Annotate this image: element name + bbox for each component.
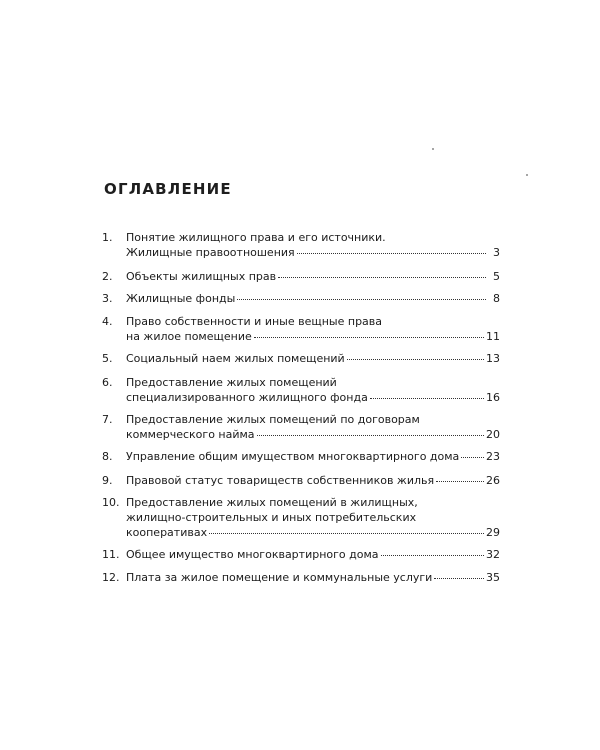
dot-leader [370, 398, 484, 399]
toc-entry-title-line: Жилищные фонды [126, 292, 236, 305]
dot-leader [257, 435, 484, 436]
toc-entry-title-line: Правовой статус товариществ собственников жилья [126, 474, 435, 487]
contents-heading: ОГЛАВЛЕНИЕ [104, 180, 232, 198]
toc-entry-number: 7. [102, 413, 113, 426]
toc-entry-number: 5. [102, 352, 113, 365]
toc-entry-title-line: на жилое помещение [126, 330, 252, 343]
print-speck [526, 174, 528, 176]
toc-page-number: 32 [486, 548, 500, 561]
dot-leader [254, 337, 484, 338]
toc-page-number: 3 [493, 246, 500, 259]
toc-page-number: 13 [486, 352, 500, 365]
toc-entry-1[interactable] [102, 230, 500, 260]
toc-entry-number: 2. [102, 270, 113, 283]
toc-entry-number: 4. [102, 315, 113, 328]
toc-entry-title-line: Понятие жилищного права и его источники. [126, 231, 386, 244]
toc-entry-number: 11. [102, 548, 120, 561]
toc-entry-11[interactable] [102, 547, 500, 562]
toc-entry-title-line: Предоставление жилых помещений по договорам [126, 413, 420, 426]
toc-page-number: 20 [486, 428, 500, 441]
toc-entry-title-line: кооперативах [126, 526, 208, 539]
toc-entry-title-line: коммерческого найма [126, 428, 255, 441]
toc-page-number: 29 [486, 526, 500, 539]
toc-entry-number: 9. [102, 474, 113, 487]
toc-entry-title-line: Плата за жилое помещение и коммунальные услуги [126, 571, 433, 584]
toc-entry-number: 3. [102, 292, 113, 305]
toc-entry-title-line: Социальный наем жилых помещений [126, 352, 345, 365]
toc-entry-5[interactable] [102, 351, 500, 366]
dot-leader [436, 481, 484, 482]
toc-page-number: 8 [493, 292, 500, 305]
toc-page-number: 11 [486, 330, 500, 343]
print-speck [432, 148, 434, 150]
dot-leader [381, 555, 484, 556]
toc-entry-number: 6. [102, 376, 113, 389]
toc-entry-title-line: жилищно-строительных и иных потребительских [126, 511, 417, 524]
toc-entry-number: 1. [102, 231, 113, 244]
dot-leader [347, 359, 484, 360]
toc-entry-title-line: Право собственности и иные вещные права [126, 315, 383, 328]
toc-page-number: 16 [486, 391, 500, 404]
toc-entry-title-line: Общее имущество многоквартирного дома [126, 548, 379, 561]
toc-page-number: 35 [486, 571, 500, 584]
toc-entry-10[interactable] [102, 495, 500, 540]
toc-entry-title-line: Предоставление жилых помещений в жилищных, [126, 496, 418, 509]
toc-page-number: 26 [486, 474, 500, 487]
toc-entry-number: 12. [102, 571, 120, 584]
dot-leader [434, 578, 484, 579]
toc-entry-8[interactable] [102, 449, 500, 464]
toc-entry-4[interactable] [102, 314, 500, 344]
toc-entry-6[interactable] [102, 375, 500, 405]
toc-entry-title-line: специализированного жилищного фонда [126, 391, 368, 404]
toc-entry-12[interactable] [102, 570, 500, 585]
dot-leader [297, 253, 486, 254]
toc-entry-title-line: Предоставление жилых помещений [126, 376, 337, 389]
dot-leader [461, 457, 484, 458]
toc-entry-9[interactable] [102, 473, 500, 488]
dot-leader [278, 277, 486, 278]
toc-entry-number: 10. [102, 496, 120, 509]
dot-leader [209, 533, 484, 534]
toc-entry-title-line: Управление общим имуществом многоквартирного дома [126, 450, 460, 463]
toc-entry-title-line: Объекты жилищных прав [126, 270, 277, 283]
toc-entry-number: 8. [102, 450, 113, 463]
dot-leader [237, 299, 486, 300]
toc-entry-7[interactable] [102, 412, 500, 442]
toc-page-number: 5 [493, 270, 500, 283]
toc-entry-2[interactable] [102, 269, 500, 284]
toc-entry-title-line: Жилищные правоотношения [126, 246, 295, 259]
toc-page-number: 23 [486, 450, 500, 463]
toc-entry-3[interactable] [102, 291, 500, 306]
